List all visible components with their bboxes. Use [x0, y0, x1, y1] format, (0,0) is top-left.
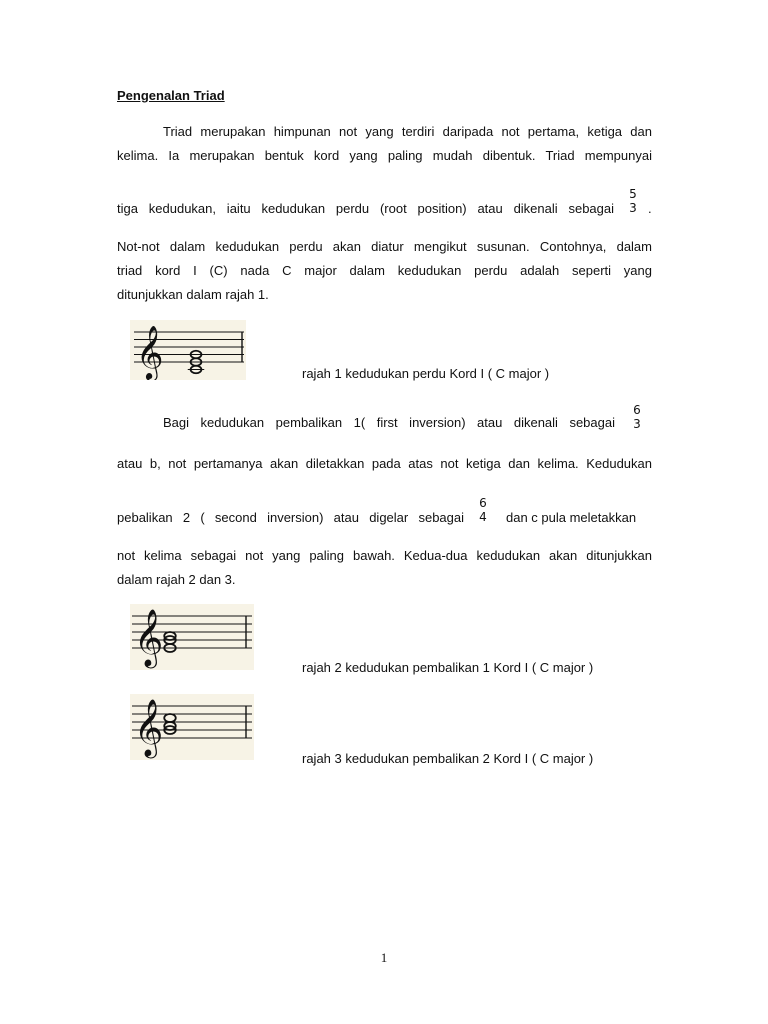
- figured-bass-top: 5: [629, 187, 637, 201]
- figure-2-staff-image: [130, 604, 254, 670]
- figure-3-staff-image: [130, 694, 254, 760]
- figure-1-caption: rajah 1 kedudukan perdu Kord I ( C major ): [302, 366, 550, 381]
- paragraph-3-line-4: not kelima sebagai not yang paling bawah. Kedua-dua kedudukan akan ditunjukkan: [117, 548, 652, 563]
- whole-note: [164, 714, 176, 722]
- page-title: Pengenalan Triad: [117, 88, 225, 103]
- figure-3-caption: rajah 3 kedudukan pembalikan 2 Kord I ( C major ): [302, 751, 594, 766]
- paragraph-3-line-2: atau b, not pertamanya akan diletakkan pada atas not ketiga dan kelima. Kedudukan: [117, 456, 652, 471]
- paragraph-1-line-2: kelima. Ia merupakan bentuk kord yang paling mudah dibentuk. Triad mempunyai: [117, 148, 652, 163]
- period: .: [648, 201, 652, 216]
- page-number: 1: [380, 950, 388, 965]
- figured-bass-top: 6: [633, 403, 641, 417]
- figured-bass-five-three: [627, 187, 639, 215]
- paragraph-1-line-3: tiga kedudukan, iaitu kedudukan perdu (root position) atau dikenali sebagai: [117, 201, 614, 216]
- figured-bass-bottom: 3: [629, 201, 637, 215]
- paragraph-2-line-3: ditunjukkan dalam rajah 1.: [117, 287, 269, 302]
- figured-bass-top: 6: [479, 496, 487, 510]
- treble-clef-icon: 𝄞: [134, 698, 164, 756]
- figure-2-caption: rajah 2 kedudukan pembalikan 1 Kord I ( C major ): [302, 660, 594, 675]
- figure-1-staff-image: [130, 320, 246, 380]
- figured-bass-six-four: [477, 496, 489, 524]
- treble-clef-icon: 𝄞: [134, 608, 164, 666]
- figured-bass-six-three: [631, 403, 643, 431]
- paragraph-3-line-1: Bagi kedudukan pembalikan 1( first inversion) atau dikenali sebagai: [163, 415, 615, 430]
- figured-bass-bottom: 3: [633, 417, 641, 431]
- paragraph-1-line-1: Triad merupakan himpunan not yang terdiri daripada not pertama, ketiga dan: [163, 124, 652, 139]
- figured-bass-bottom: 4: [479, 510, 487, 524]
- paragraph-3-line-5: dalam rajah 2 dan 3.: [117, 572, 236, 587]
- treble-clef-icon: 𝄞: [136, 325, 164, 379]
- paragraph-2-line-2: triad kord I (C) nada C major dalam kedudukan perdu adalah seperti yang: [117, 263, 652, 278]
- paragraph-3-line-3a: pebalikan 2 ( second inversion) atau digelar sebagai: [117, 510, 464, 525]
- paragraph-2-line-1: Not-not dalam kedudukan perdu akan diatur mengikut susunan. Contohnya, dalam: [117, 239, 652, 254]
- paragraph-3-line-3b: dan c pula meletakkan: [506, 510, 637, 525]
